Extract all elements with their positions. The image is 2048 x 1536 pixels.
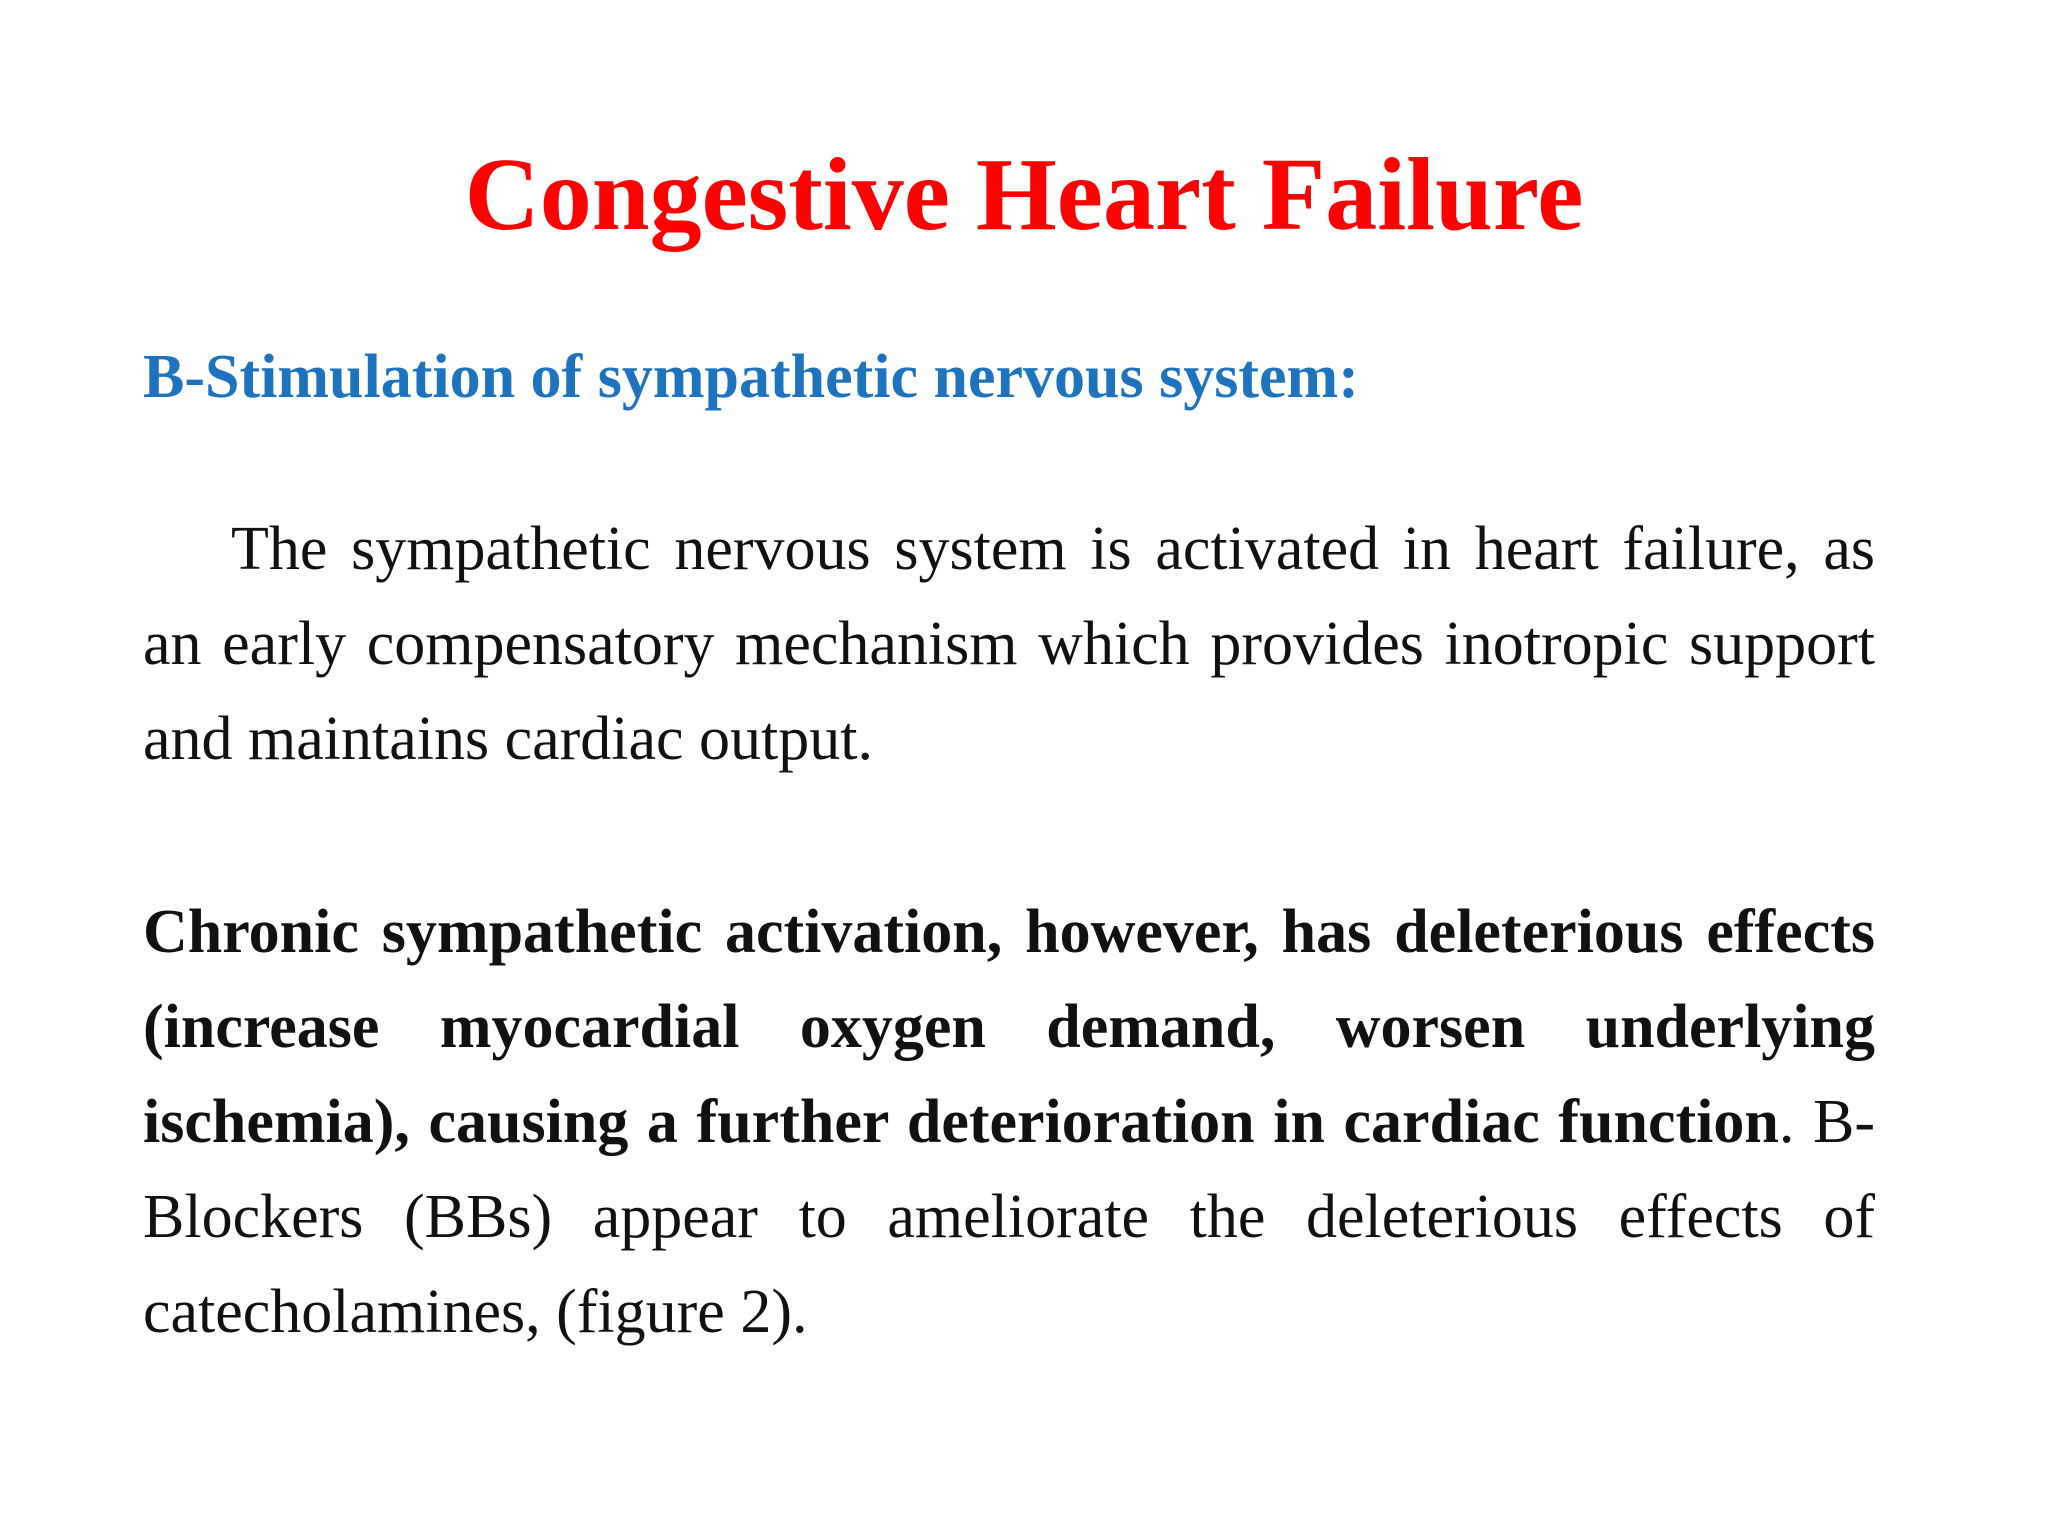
paragraph-2-regular-text: . B-Blockers (BBs) appear to ameliorate the deleterious effects of catecholamines, (figure 2). (143, 1088, 1875, 1346)
body-paragraph-2 (143, 885, 1875, 1360)
body-paragraph-1: The sympathetic nervous system is activated in heart failure, as an early compensatory mechanism which provides inotropic support and maintains cardiac output. (143, 515, 1875, 773)
section-heading: B-Stimulation of sympathetic nervous system: (143, 343, 1359, 411)
slide-title: Congestive Heart Failure (464, 137, 1584, 252)
paragraph-2-bold-text: Chronic sympathetic activation, however, has deleterious effects (increase myocardial oxygen demand, worsen underlying ischemia), causing a further deterioration in cardiac function (143, 898, 1875, 1156)
